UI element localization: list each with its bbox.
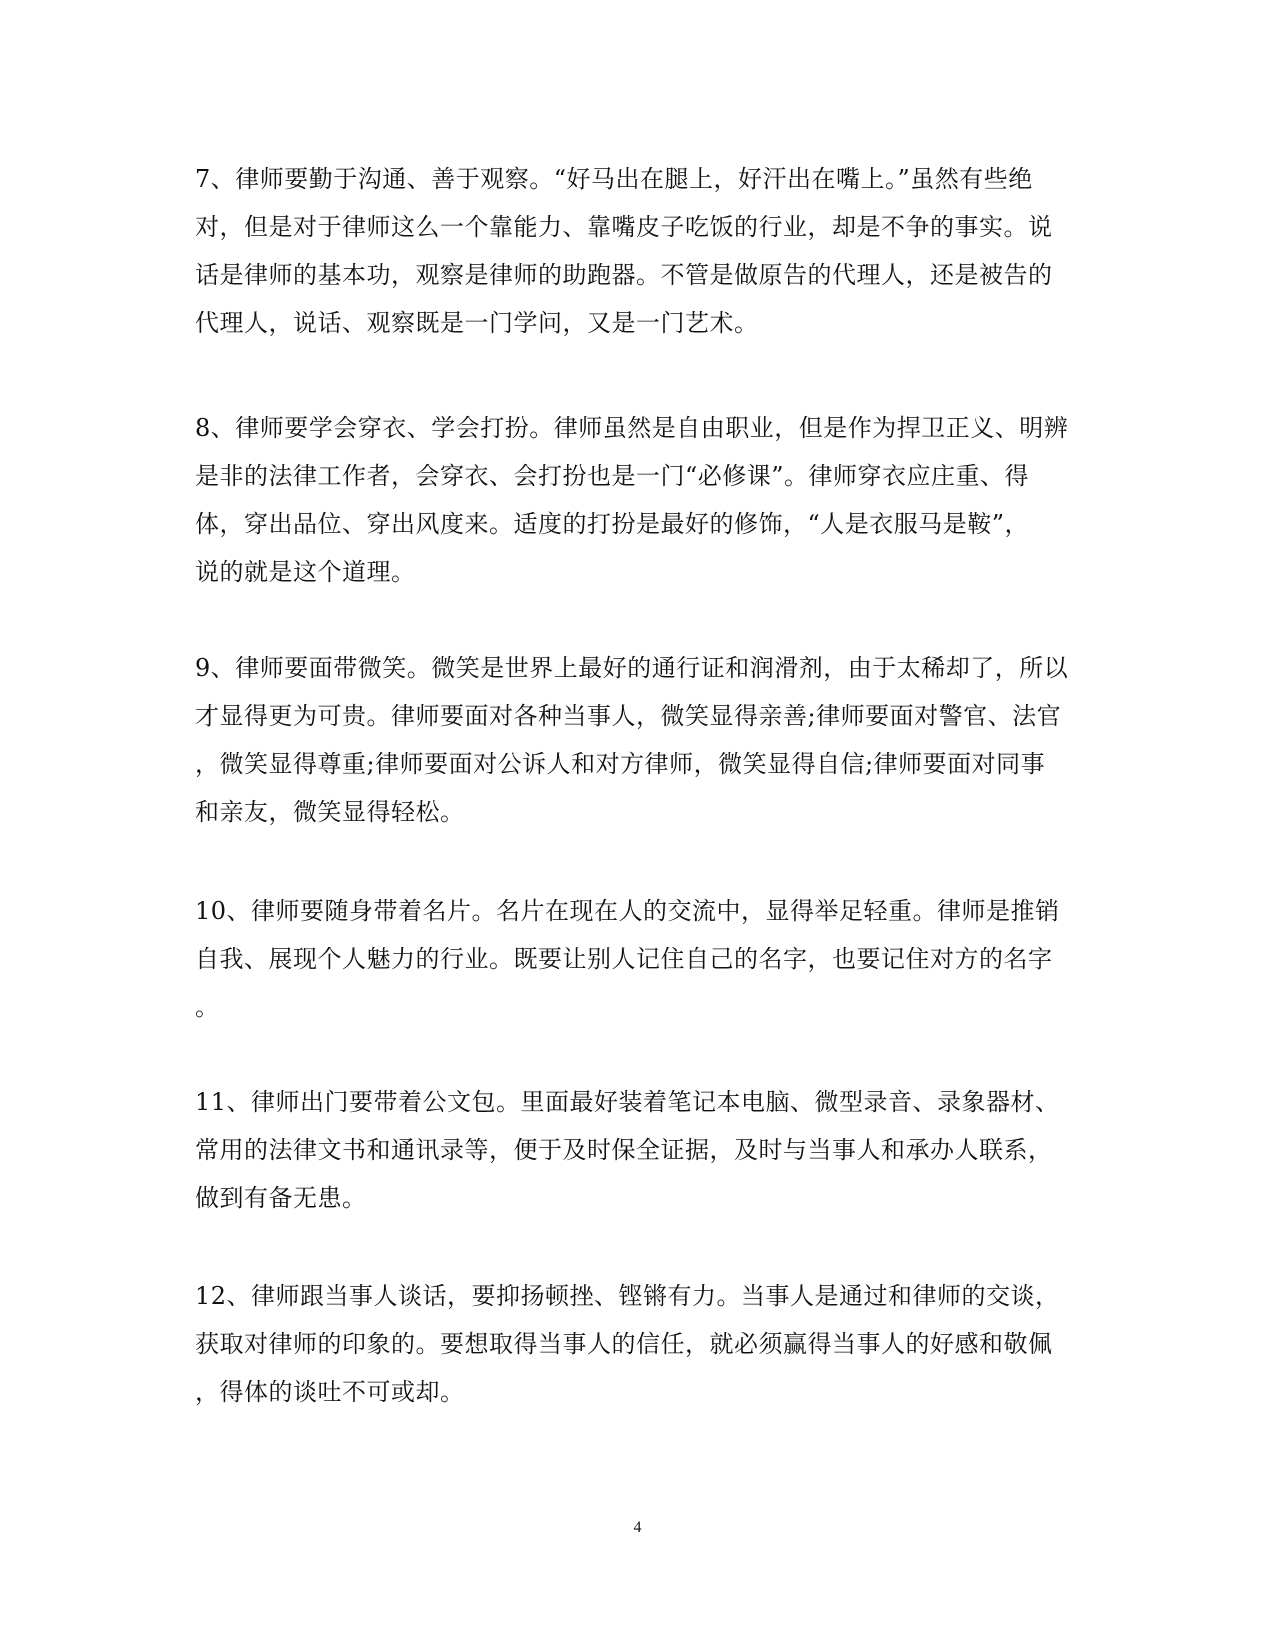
paragraph-line: 对，但是对于律师这么一个靠能力、靠嘴皮子吃饭的行业，却是不争的事实。说 [195,213,1053,241]
paragraph-line: 做到有备无患。 [195,1184,367,1212]
paragraph-line: 。 [195,993,220,1021]
paragraph-line: 8、律师要学会穿衣、学会打扮。律师虽然是自由职业，但是作为捍卫正义、明辨 [195,414,1069,442]
paragraph-9 [195,644,1068,836]
paragraph-line: ，微笑显得尊重;律师要面对公诉人和对方律师，微笑显得自信;律师要面对同事 [195,750,1046,778]
paragraph-line: ，得体的谈吐不可或却。 [195,1378,465,1406]
paragraph-line: 代理人，说话、观察既是一门学问，又是一门艺术。 [195,309,759,337]
paragraph-line: 常用的法律文书和通讯录等，便于及时保全证据，及时与当事人和承办人联系， [195,1136,1053,1164]
paragraph-line: 10、律师要随身带着名片。名片在现在人的交流中，显得举足轻重。律师是推销 [195,897,1060,925]
paragraph-line: 说的就是这个道理。 [195,558,416,586]
paragraph-11 [195,1078,1060,1222]
paragraph-line: 是非的法律工作者，会穿衣、会打扮也是一门“必修课”。律师穿衣应庄重、得 [195,462,1030,490]
paragraph-line: 体，穿出品位、穿出风度来。适度的打扮是最好的修饰，“人是衣服马是鞍”， [195,510,1030,538]
paragraph-line: 才显得更为可贵。律师要面对各种当事人，微笑显得亲善;律师要面对警官、法官 [195,702,1062,730]
paragraph-line: 9、律师要面带微笑。微笑是世界上最好的通行证和润滑剂，由于太稀却了，所以 [195,654,1069,682]
paragraph-8 [195,404,1068,596]
paragraph-line: 和亲友，微笑显得轻松。 [195,798,465,826]
paragraph-10 [195,887,1060,1031]
paragraph-line: 12、律师跟当事人谈话，要抑扬顿挫、铿锵有力。当事人是通过和律师的交谈， [195,1282,1060,1310]
paragraph-12 [195,1272,1060,1416]
paragraph-line: 自我、展现个人魅力的行业。既要让别人记住自己的名字，也要记住对方的名字 [195,945,1053,973]
page-number: 4 [633,1519,642,1536]
paragraph-line: 话是律师的基本功，观察是律师的助跑器。不管是做原告的代理人，还是被告的 [195,261,1053,289]
paragraph-7 [195,155,1053,347]
paragraph-line: 7、律师要勤于沟通、善于观察。“好马出在腿上，好汗出在嘴上。”虽然有些绝 [195,165,1033,193]
paragraph-line: 11、律师出门要带着公文包。里面最好装着笔记本电脑、微型录音、录象器材、 [195,1088,1060,1116]
paragraph-line: 获取对律师的印象的。要想取得当事人的信任，就必须赢得当事人的好感和敬佩 [195,1330,1053,1358]
